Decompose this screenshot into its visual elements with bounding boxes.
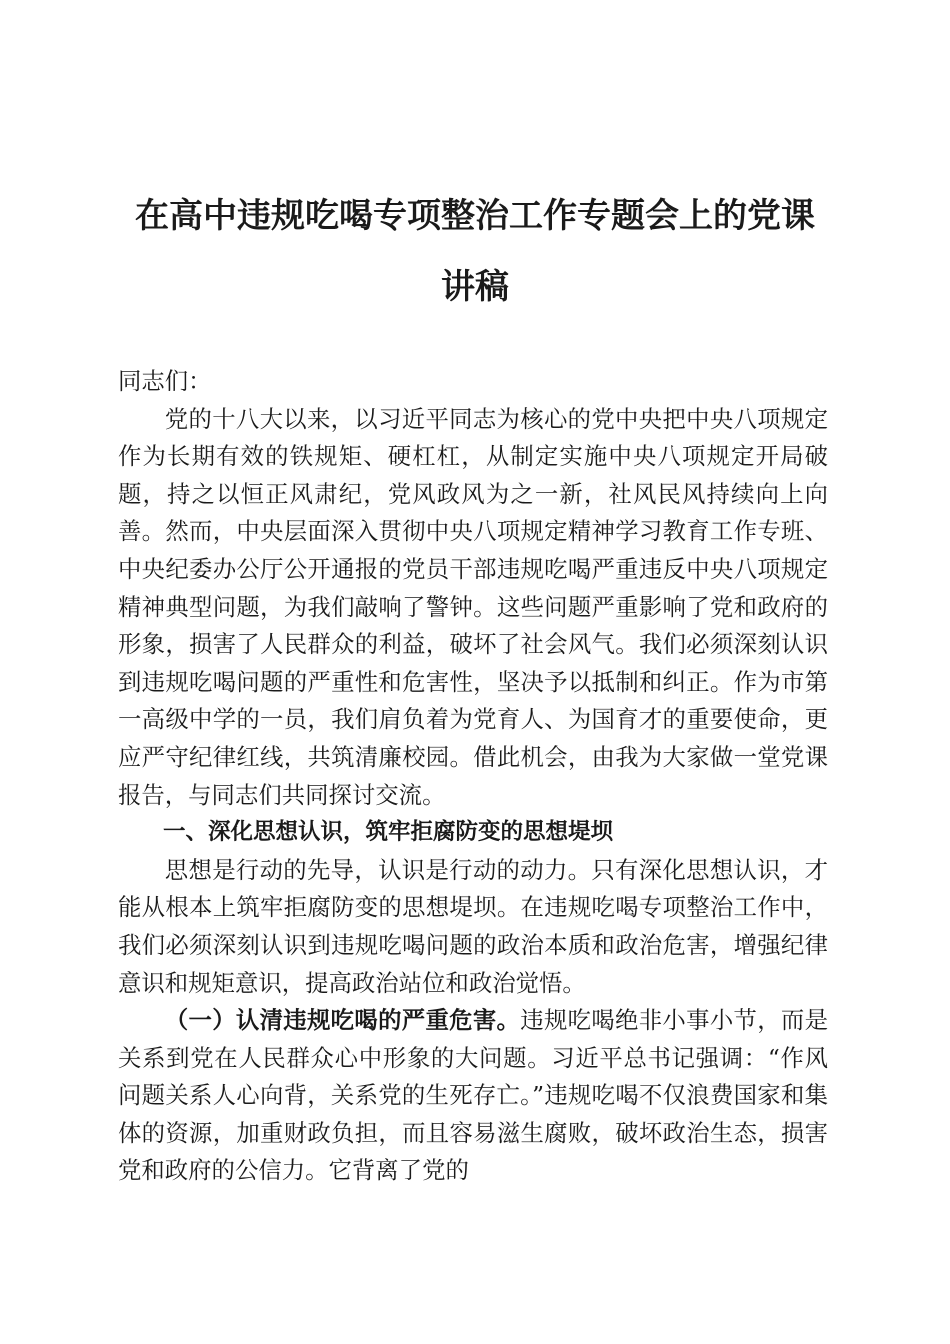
subsection-1-lead: （一）认清违规吃喝的严重危害。 <box>164 1006 521 1035</box>
document-body <box>118 363 828 1190</box>
document-title-line-2: 讲稿 <box>441 267 509 307</box>
section-heading-1: 一、深化思想认识，筑牢拒腐防变的思想堤坝 <box>163 819 614 846</box>
document-title-line-1: 在高中违规吃喝专项整治工作专题会上的党课 <box>135 196 815 236</box>
subsection-1-paragraph <box>118 1002 828 1190</box>
salutation: 同志们： <box>118 367 212 395</box>
intro-paragraph: 党的十八大以来，以习近平同志为核心的党中央把中央八项规定作为长期有效的铁规矩、硬杠杠，从制定实施中央八项规定开局破题，持之以恒正风肃纪，党风政风为之一新，社风民风持续向上向善。然而，中央层面深入贯彻中央八项规定精神学习教育工作专班、中央纪委办公厅公开通报的党员干部违规吃喝严重违反中央八项规定精神典型问题，为我们敲响了警钟。这些问题严重影响了党和政府的形象，损害了人民群众的利益，破坏了社会风气。我们必须深刻认识到违规吃喝问题的严重性和危害性，坚决予以抵制和纠正。作为市第一高级中学的一员，我们肩负着为党育人、为国育才的重要使命，更应严守纪律红线，共筑清廉校园。借此机会，由我为大家做一堂党课报告，与同志们共同探讨交流。 <box>118 404 828 809</box>
subsection-1-text: 违规吃喝绝非小事小节，而是关系到党在人民群众心中形象的大问题。习近平总书记强调：“作风问题关系人心向背，关系党的生死存亡。”违规吃喝不仅浪费国家和集体的资源，加重财政负担，而且容易滋生腐败，破坏政治生态，损害党和政府的公信力。它背离了党的 <box>118 1006 829 1185</box>
section-1-paragraph: 思想是行动的先导，认识是行动的动力。只有深化思想认识，才能从根本上筑牢拒腐防变的思想堤坝。在违规吃喝专项整治工作中，我们必须深刻认识到违规吃喝问题的政治本质和政治危害，增强纪律意识和规矩意识，提高政治站位和政治觉悟。 <box>118 855 828 997</box>
